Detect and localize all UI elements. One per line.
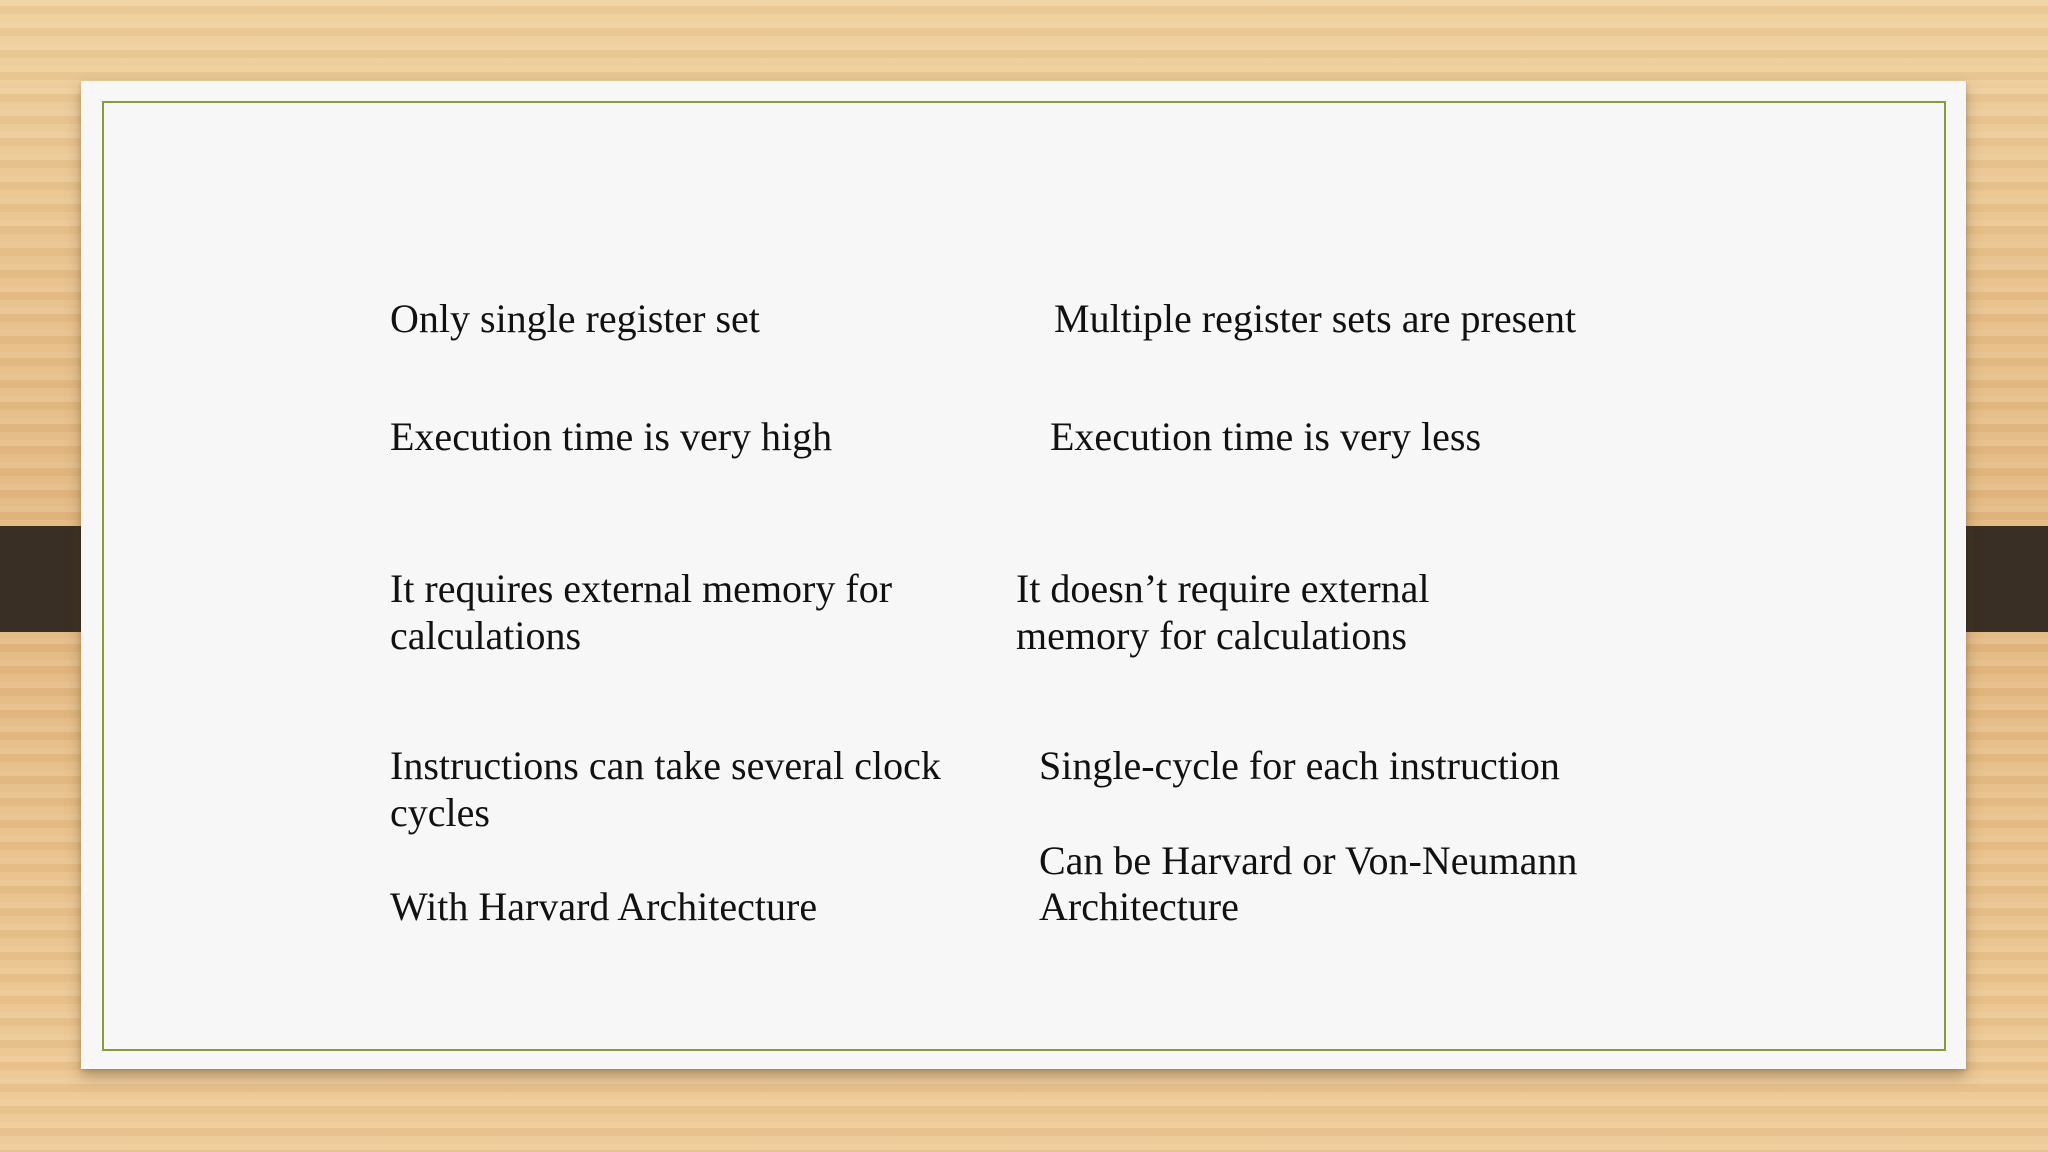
row5-right-text-line2: Architecture: [1039, 884, 1239, 929]
row4-right-text: Single-cycle for each instruction: [1039, 743, 1560, 788]
row3-right-text-line2: memory for calculations: [1016, 613, 1407, 658]
row4-left-text-line1: Instructions can take several clock: [390, 743, 941, 788]
row3-left-text-line2: calculations: [390, 613, 582, 658]
row5-left-text: With Harvard Architecture: [390, 884, 818, 929]
slide-paper: [81, 81, 1966, 1069]
row1-right-text: Multiple register sets are present: [1054, 296, 1577, 341]
row5-right-text-line1: Can be Harvard or Von-Neumann: [1039, 838, 1578, 883]
row3-right-text-line1: It doesn’t require external: [1016, 566, 1430, 611]
row2-left-text: Execution time is very high: [390, 414, 833, 459]
row4-left-text-line2: cycles: [390, 790, 490, 835]
row3-left-text-line1: It requires external memory for: [390, 566, 893, 611]
row2-right-text: Execution time is very less: [1050, 414, 1482, 459]
row1-left-text: Only single register set: [390, 296, 760, 341]
